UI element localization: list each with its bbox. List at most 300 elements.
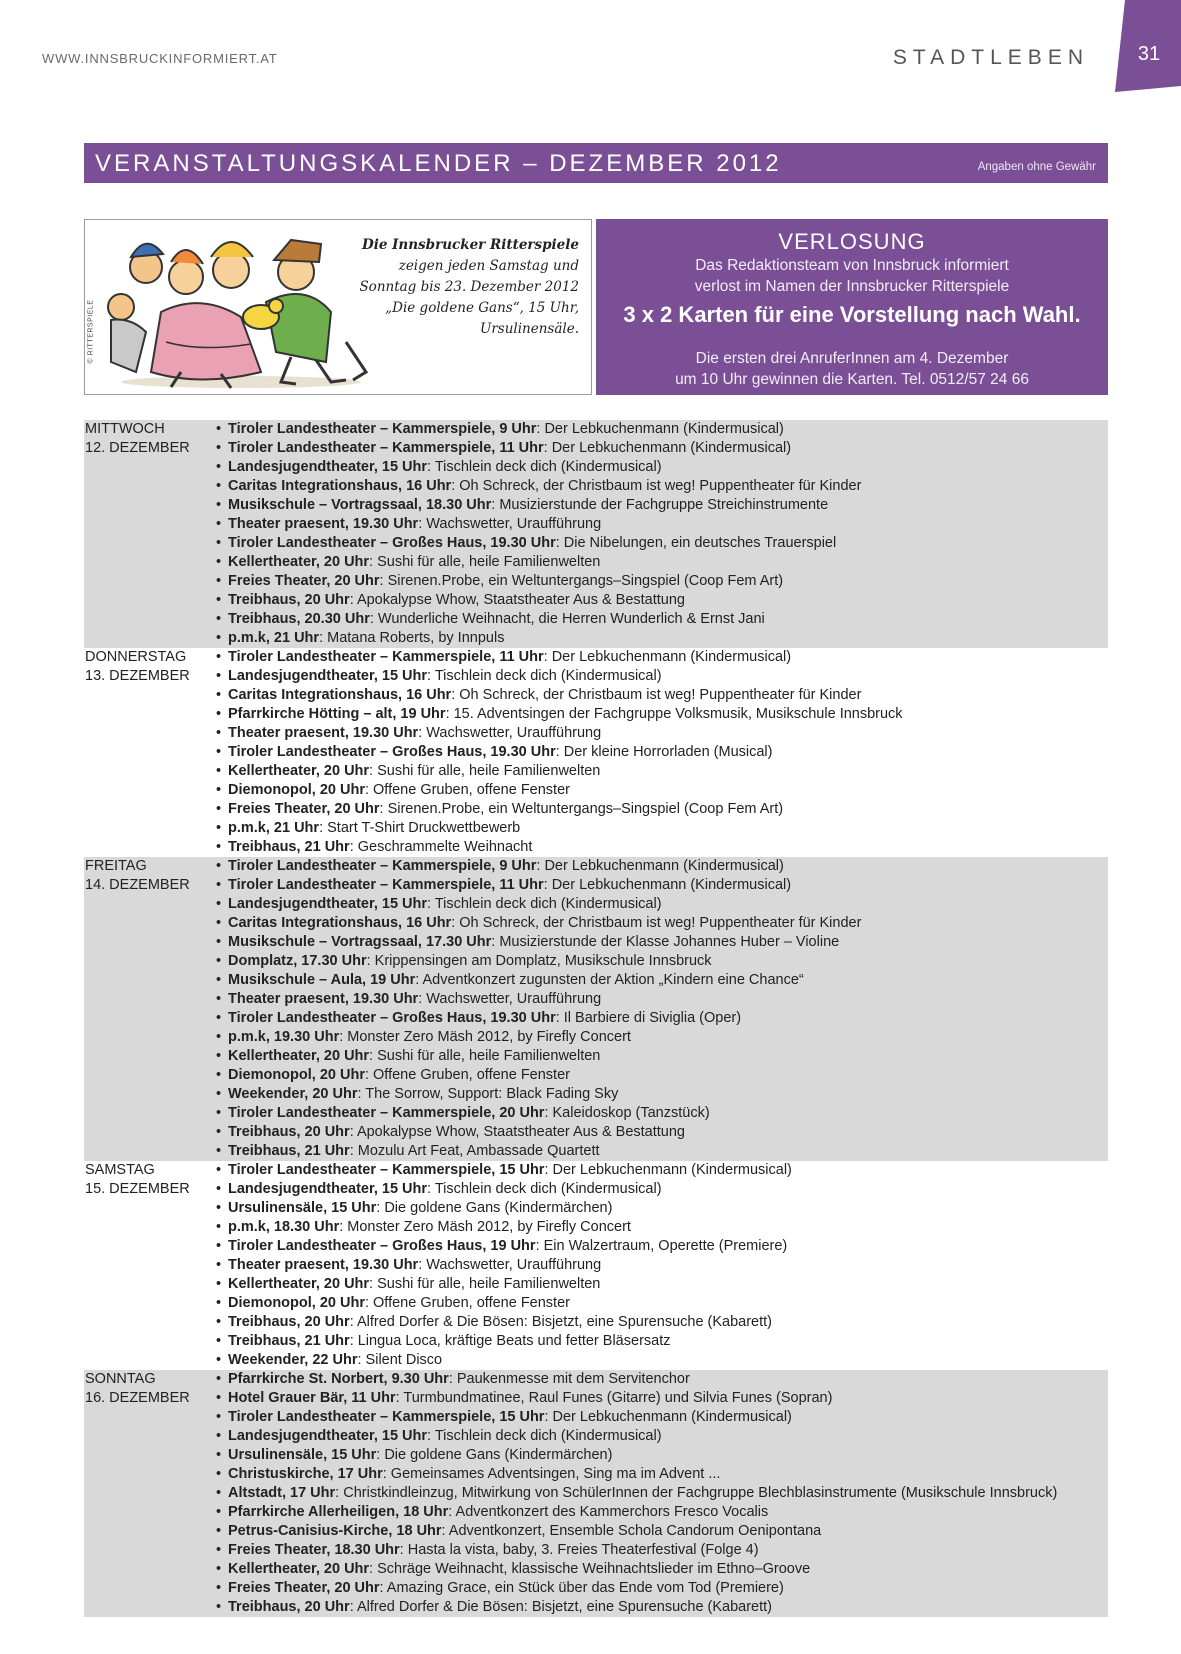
event-item [216,857,1108,876]
verlosung-line: Die ersten drei AnruferInnen am 4. Dezember [695,350,1009,367]
event-list [84,1370,1108,1617]
bullet-icon: • [216,1580,222,1596]
section-title: STADTLEBEN [892,46,1089,69]
event-item [216,1199,1108,1218]
event-venue: Treibhaus, 21 Uhr [228,1143,350,1159]
event-venue: Landesjugendtheater, 15 Uhr [228,668,428,684]
event-title: : Tischlein deck dich (Kindermusical) [427,1181,662,1197]
day-label [85,1161,190,1199]
event-title: : Tischlein deck dich (Kindermusical) [427,668,662,684]
event-title: : Gemeinsames Adventsingen, Sing ma im Advent ... [382,1466,721,1482]
event-title: : Paukenmesse mit dem Servitenchor [448,1371,690,1387]
event-item [216,1237,1108,1256]
event-venue: Kellertheater, 20 Uhr [228,1048,370,1064]
event-title: : Der kleine Horrorladen (Musical) [555,744,773,760]
banner-note: Angaben ohne Gewähr [977,161,1096,173]
verlosung-box [596,219,1108,395]
bullet-icon: • [216,858,222,874]
event-item [216,667,1108,686]
bullet-icon: • [216,1029,222,1045]
event-item [216,1161,1108,1180]
event-item [216,1180,1108,1199]
event-venue: Caritas Integrationshaus, 16 Uhr [228,478,452,494]
event-item [216,610,1108,629]
event-title: : Tischlein deck dich (Kindermusical) [427,896,662,912]
banner-title: VERANSTALTUNGSKALENDER – DEZEMBER 2012 [95,150,782,177]
promo-line: Die Innsbrucker Ritterspiele [361,237,579,253]
event-title: : Mozulu Art Feat, Ambassade Quartett [349,1143,600,1159]
event-item [216,1465,1108,1484]
event-venue: Treibhaus, 20 Uhr [228,1599,350,1615]
event-item [216,496,1108,515]
bullet-icon: • [216,972,222,988]
bullet-icon: • [216,1276,222,1292]
event-title: : Alfred Dorfer & Die Bösen: Bisjetzt, eine Spurensuche (Kabarett) [349,1599,773,1615]
bullet-icon: • [216,1428,222,1444]
bullet-icon: • [216,687,222,703]
event-item [216,1218,1108,1237]
event-item [216,458,1108,477]
promo-line: Sonntag bis 23. Dezember 2012 [359,279,579,295]
event-title: : Der Lebkuchenmann (Kindermusical) [544,1409,792,1425]
event-title: : Wachswetter, Uraufführung [418,516,602,532]
event-venue: Caritas Integrationshaus, 16 Uhr [228,915,452,931]
bullet-icon: • [216,1352,222,1368]
event-venue: p.m.k, 18.30 Uhr [228,1219,340,1235]
bullet-icon: • [216,497,222,513]
event-venue: Domplatz, 17.30 Uhr [228,953,367,969]
bullet-icon: • [216,1485,222,1501]
event-item [216,1351,1108,1370]
event-title: : Sushi für alle, heile Familienwelten [369,554,601,570]
day-date: 14. DEZEMBER [85,877,190,893]
event-item [216,1503,1108,1522]
verlosung-line: um 10 Uhr gewinnen die Karten. Tel. 0512/57 24 66 [675,371,1029,388]
event-venue: Treibhaus, 21 Uhr [228,839,350,855]
site-url[interactable]: WWW.INNSBRUCKINFORMIERT.AT [42,51,278,66]
event-item [216,933,1108,952]
event-venue: Weekender, 22 Uhr [228,1352,358,1368]
event-item [216,1389,1108,1408]
event-venue: Hotel Grauer Bär, 11 Uhr [228,1390,396,1406]
bullet-icon: • [216,573,222,589]
day-weekday: SONNTAG [85,1371,156,1387]
event-venue: p.m.k, 21 Uhr [228,820,320,836]
bullet-icon: • [216,1238,222,1254]
event-title: : Musizierstunde der Klasse Johannes Huber – Violine [491,934,840,950]
event-item [216,1085,1108,1104]
event-venue: Treibhaus, 20.30 Uhr [228,611,370,627]
bullet-icon: • [216,763,222,779]
event-item [216,477,1108,496]
event-item [216,1047,1108,1066]
event-venue: Freies Theater, 20 Uhr [228,801,380,817]
event-item [216,686,1108,705]
event-item [216,952,1108,971]
photo-credit: © RITTERSPIELE [87,299,95,364]
event-venue: Pfarrkirche St. Norbert, 9.30 Uhr [228,1371,449,1387]
event-item [216,534,1108,553]
event-venue: Diemonopol, 20 Uhr [228,1067,365,1083]
bullet-icon: • [216,421,222,437]
event-title: : Der Lebkuchenmann (Kindermusical) [544,1162,792,1178]
event-venue: Petrus-Canisius-Kirche, 18 Uhr [228,1523,442,1539]
event-title: : Monster Zero Mäsh 2012, by Firefly Concert [339,1219,631,1235]
bullet-icon: • [216,1200,222,1216]
event-title: : Turmbundmatinee, Raul Funes (Gitarre) und Silvia Funes (Sopran) [395,1390,833,1406]
event-venue: Treibhaus, 20 Uhr [228,1124,350,1140]
event-title: : Wachswetter, Uraufführung [418,1257,602,1273]
event-title: : Wunderliche Weihnacht, die Herren Wunderlich & Ernst Jani [369,611,765,627]
event-item [216,591,1108,610]
promo-box [84,219,592,395]
event-venue: Landesjugendtheater, 15 Uhr [228,1428,428,1444]
event-title: : Der Lebkuchenmann (Kindermusical) [543,877,792,893]
day-block [84,857,1108,1161]
event-item [216,1009,1108,1028]
event-venue: Tiroler Landestheater – Kammerspiele, 20 Uhr [228,1105,545,1121]
event-title: : Musizierstunde der Fachgruppe Streichinstrumente [491,497,829,513]
event-title: : Adventkonzert des Kammerchors Fresco Vocalis [448,1504,769,1520]
day-weekday: FREITAG [85,858,147,874]
event-title: : Alfred Dorfer & Die Bösen: Bisjetzt, eine Spurensuche (Kabarett) [349,1314,773,1330]
bullet-icon: • [216,1295,222,1311]
event-item [216,553,1108,572]
event-title: : Die goldene Gans (Kindermärchen) [376,1200,613,1216]
event-item [216,648,1108,667]
bullet-icon: • [216,1314,222,1330]
event-title: : Die goldene Gans (Kindermärchen) [376,1447,613,1463]
event-list [84,420,1108,648]
event-title: : Die Nibelungen, ein deutsches Trauerspiel [555,535,837,551]
event-item [216,1484,1108,1503]
event-venue: Treibhaus, 20 Uhr [228,1314,350,1330]
event-item [216,1541,1108,1560]
page-number: 31 [1137,43,1161,65]
bullet-icon: • [216,1086,222,1102]
day-block [84,1161,1108,1370]
bullet-icon: • [216,915,222,931]
event-title: : Geschrammelte Weihnacht [349,839,533,855]
event-item [216,1028,1108,1047]
event-title: : Adventkonzert zugunsten der Aktion „Kindern eine Chance“ [415,972,804,988]
event-item [216,1560,1108,1579]
bullet-icon: • [216,820,222,836]
event-item [216,838,1108,857]
bullet-icon: • [216,801,222,817]
event-venue: Tiroler Landestheater – Großes Haus, 19.30 Uhr [228,744,556,760]
event-title: : Oh Schreck, der Christbaum ist weg! Puppentheater für Kinder [451,478,862,494]
bullet-icon: • [216,611,222,627]
event-title: : Monster Zero Mäsh 2012, by Firefly Concert [339,1029,631,1045]
event-list [84,648,1108,857]
event-title: : Adventkonzert, Ensemble Schola Candorum Oenipontana [441,1523,822,1539]
event-title: : Start T-Shirt Druckwettbewerb [319,820,521,836]
bullet-icon: • [216,991,222,1007]
event-item [216,914,1108,933]
bullet-icon: • [216,1409,222,1425]
event-item [216,1408,1108,1427]
bullet-icon: • [216,725,222,741]
bullet-icon: • [216,934,222,950]
verlosung-headline: 3 x 2 Karten für eine Vorstellung nach Wahl. [623,302,1081,327]
day-weekday: MITTWOCH [85,421,165,437]
day-weekday: DONNERSTAG [85,649,187,665]
bullet-icon: • [216,1010,222,1026]
bullet-icon: • [216,649,222,665]
bullet-icon: • [216,1504,222,1520]
event-venue: Tiroler Landestheater – Kammerspiele, 15 Uhr [228,1409,545,1425]
event-item [216,1598,1108,1617]
event-title: : Krippensingen am Domplatz, Musikschule Innsbruck [366,953,712,969]
event-venue: Musikschule – Aula, 19 Uhr [228,972,416,988]
event-title: : Der Lebkuchenmann (Kindermusical) [536,858,784,874]
event-title: : Kaleidoskop (Tanzstück) [544,1105,710,1121]
event-item [216,895,1108,914]
event-item [216,1142,1108,1161]
event-venue: Tiroler Landestheater – Kammerspiele, 15 Uhr [228,1162,545,1178]
bullet-icon: • [216,1257,222,1273]
bullet-icon: • [216,1143,222,1159]
page-tab [1109,0,1181,92]
day-date: 13. DEZEMBER [85,668,190,684]
event-title: : Tischlein deck dich (Kindermusical) [427,1428,662,1444]
event-title: : 15. Adventsingen der Fachgruppe Volksmusik, Musikschule Innsbruck [445,706,903,722]
ritterspiele-illustration [91,222,381,392]
event-venue: Kellertheater, 20 Uhr [228,554,370,570]
event-venue: Landesjugendtheater, 15 Uhr [228,896,428,912]
bullet-icon: • [216,1523,222,1539]
event-title: : Oh Schreck, der Christbaum ist weg! Puppentheater für Kinder [451,687,862,703]
bullet-icon: • [216,1105,222,1121]
event-venue: Tiroler Landestheater – Kammerspiele, 9 Uhr [228,858,537,874]
day-label [85,648,190,686]
bullet-icon: • [216,877,222,893]
promo-line: Ursulinensäle. [479,321,579,337]
event-title: : Amazing Grace, ein Stück über das Ende vom Tod (Premiere) [379,1580,784,1596]
day-date: 16. DEZEMBER [85,1390,190,1406]
event-item [216,1370,1108,1389]
event-venue: p.m.k, 21 Uhr [228,630,320,646]
event-item [216,971,1108,990]
day-block [84,420,1108,648]
event-venue: Kellertheater, 20 Uhr [228,1561,370,1577]
event-venue: Ursulinensäle, 15 Uhr [228,1447,377,1463]
event-venue: Freies Theater, 20 Uhr [228,1580,380,1596]
event-title: : Schräge Weihnacht, klassische Weihnachtslieder im Ethno–Groove [369,1561,811,1577]
event-venue: Tiroler Landestheater – Großes Haus, 19.30 Uhr [228,1010,556,1026]
event-item [216,420,1108,439]
day-date: 15. DEZEMBER [85,1181,190,1197]
event-title: : Silent Disco [357,1352,443,1368]
event-venue: Theater praesent, 19.30 Uhr [228,516,419,532]
event-venue: Tiroler Landestheater – Großes Haus, 19.30 Uhr [228,535,556,551]
event-venue: Weekender, 20 Uhr [228,1086,358,1102]
day-label [85,1370,190,1408]
event-venue: Theater praesent, 19.30 Uhr [228,725,419,741]
event-item [216,1104,1108,1123]
bullet-icon: • [216,440,222,456]
event-venue: Pfarrkirche Hötting – alt, 19 Uhr [228,706,446,722]
bullet-icon: • [216,953,222,969]
bullet-icon: • [216,1219,222,1235]
event-item [216,876,1108,895]
event-title: : Sirenen.Probe, ein Weltuntergangs–Singspiel (Coop Fem Art) [379,573,784,589]
event-item [216,1446,1108,1465]
bullet-icon: • [216,706,222,722]
event-title: : Apokalypse Whow, Staatstheater Aus & Bestattung [349,1124,685,1140]
event-item [216,990,1108,1009]
event-list [84,857,1108,1161]
event-venue: Kellertheater, 20 Uhr [228,763,370,779]
verlosung-line: Das Redaktionsteam von Innsbruck informiert [695,257,1009,274]
bullet-icon: • [216,1390,222,1406]
event-venue: Kellertheater, 20 Uhr [228,1276,370,1292]
event-item [216,629,1108,648]
bullet-icon: • [216,1371,222,1387]
day-block [84,648,1108,857]
event-venue: Landesjugendtheater, 15 Uhr [228,459,428,475]
event-item [216,743,1108,762]
event-title: : Offene Gruben, offene Fenster [364,1067,570,1083]
bullet-icon: • [216,1048,222,1064]
event-item [216,724,1108,743]
event-item [216,572,1108,591]
day-label [85,857,190,895]
verlosung-line: verlost im Namen der Innsbrucker Ritterspiele [694,278,1010,295]
bullet-icon: • [216,1124,222,1140]
day-weekday: SAMSTAG [85,1162,155,1178]
day-label [85,420,190,458]
bullet-icon: • [216,1333,222,1349]
event-title: : Apokalypse Whow, Staatstheater Aus & Bestattung [349,592,685,608]
event-item [216,1522,1108,1541]
event-title: : Matana Roberts, by Innpuls [319,630,505,646]
bullet-icon: • [216,459,222,475]
event-item [216,1123,1108,1142]
event-item [216,800,1108,819]
event-title: : Oh Schreck, der Christbaum ist weg! Puppentheater für Kinder [451,915,862,931]
event-venue: Caritas Integrationshaus, 16 Uhr [228,687,452,703]
event-venue: Freies Theater, 20 Uhr [228,573,380,589]
event-venue: Altstadt, 17 Uhr [228,1485,336,1501]
event-title: : Christkindleinzug, Mitwirkung von SchülerInnen der Fachgruppe Blechblasinstrumente (Musikschule Innsbruck) [335,1485,1058,1501]
calendar-banner [84,143,1108,183]
bullet-icon: • [216,592,222,608]
event-venue: Theater praesent, 19.30 Uhr [228,991,419,1007]
bullet-icon: • [216,1162,222,1178]
event-item [216,439,1108,458]
event-title: : Ein Walzertraum, Operette (Premiere) [535,1238,788,1254]
event-venue: Diemonopol, 20 Uhr [228,1295,365,1311]
event-venue: Landesjugendtheater, 15 Uhr [228,1181,428,1197]
event-item [216,515,1108,534]
event-title: : Sirenen.Probe, ein Weltuntergangs–Singspiel (Coop Fem Art) [379,801,784,817]
day-date: 12. DEZEMBER [85,440,190,456]
event-item [216,781,1108,800]
event-title: : Offene Gruben, offene Fenster [364,782,570,798]
event-venue: Tiroler Landestheater – Kammerspiele, 11 Uhr [228,649,544,665]
bullet-icon: • [216,1466,222,1482]
event-item [216,1313,1108,1332]
bullet-icon: • [216,1447,222,1463]
event-venue: Tiroler Landestheater – Kammerspiele, 11 Uhr [228,440,544,456]
bullet-icon: • [216,535,222,551]
event-venue: Theater praesent, 19.30 Uhr [228,1257,419,1273]
event-title: : Der Lebkuchenmann (Kindermusical) [536,421,784,437]
event-item [216,1275,1108,1294]
event-item [216,1066,1108,1085]
bullet-icon: • [216,1067,222,1083]
bullet-icon: • [216,1181,222,1197]
event-venue: Musikschule – Vortragssaal, 18.30 Uhr [228,497,492,513]
event-title: : The Sorrow, Support: Black Fading Sky [357,1086,619,1102]
event-item [216,1294,1108,1313]
event-venue: Freies Theater, 18.30 Uhr [228,1542,400,1558]
event-title: : Der Lebkuchenmann (Kindermusical) [543,440,792,456]
bullet-icon: • [216,896,222,912]
event-item [216,705,1108,724]
event-item [216,819,1108,838]
promo-text [359,235,579,340]
event-venue: Christuskirche, 17 Uhr [228,1466,383,1482]
event-item [216,1256,1108,1275]
event-title: : Hasta la vista, baby, 3. Freies Theaterfestival (Folge 4) [399,1542,759,1558]
event-venue: Ursulinensäle, 15 Uhr [228,1200,377,1216]
bullet-icon: • [216,1599,222,1615]
event-venue: Treibhaus, 21 Uhr [228,1333,350,1349]
event-venue: Tiroler Landestheater – Kammerspiele, 9 Uhr [228,421,537,437]
event-item [216,1427,1108,1446]
event-title: : Il Barbiere di Siviglia (Oper) [555,1010,742,1026]
event-title: : Tischlein deck dich (Kindermusical) [427,459,662,475]
event-venue: Tiroler Landestheater – Kammerspiele, 11 Uhr [228,877,544,893]
event-item [216,1579,1108,1598]
bullet-icon: • [216,668,222,684]
bullet-icon: • [216,1542,222,1558]
event-venue: Treibhaus, 20 Uhr [228,592,350,608]
event-venue: Tiroler Landestheater – Großes Haus, 19 Uhr [228,1238,536,1254]
event-title: : Der Lebkuchenmann (Kindermusical) [543,649,792,665]
event-title: : Wachswetter, Uraufführung [418,725,602,741]
bullet-icon: • [216,782,222,798]
event-item [216,1332,1108,1351]
event-venue: Diemonopol, 20 Uhr [228,782,365,798]
event-title: : Sushi für alle, heile Familienwelten [369,1048,601,1064]
event-venue: Pfarrkirche Allerheiligen, 18 Uhr [228,1504,449,1520]
verlosung-title: VERLOSUNG [778,229,926,254]
event-title: : Sushi für alle, heile Familienwelten [369,763,601,779]
day-block [84,1370,1108,1617]
event-calendar [84,420,1108,1617]
event-title: : Sushi für alle, heile Familienwelten [369,1276,601,1292]
event-list [84,1161,1108,1370]
event-title: : Lingua Loca, kräftige Beats und fetter Bläsersatz [349,1333,671,1349]
bullet-icon: • [216,1561,222,1577]
event-item [216,762,1108,781]
bullet-icon: • [216,744,222,760]
bullet-icon: • [216,839,222,855]
bullet-icon: • [216,516,222,532]
bullet-icon: • [216,478,222,494]
event-venue: Musikschule – Vortragssaal, 17.30 Uhr [228,934,492,950]
bullet-icon: • [216,554,222,570]
promo-line: zeigen jeden Samstag und [398,258,579,274]
promo-line: „Die goldene Gans“, 15 Uhr, [385,300,579,316]
event-title: : Wachswetter, Uraufführung [418,991,602,1007]
event-title: : Offene Gruben, offene Fenster [364,1295,570,1311]
bullet-icon: • [216,630,222,646]
